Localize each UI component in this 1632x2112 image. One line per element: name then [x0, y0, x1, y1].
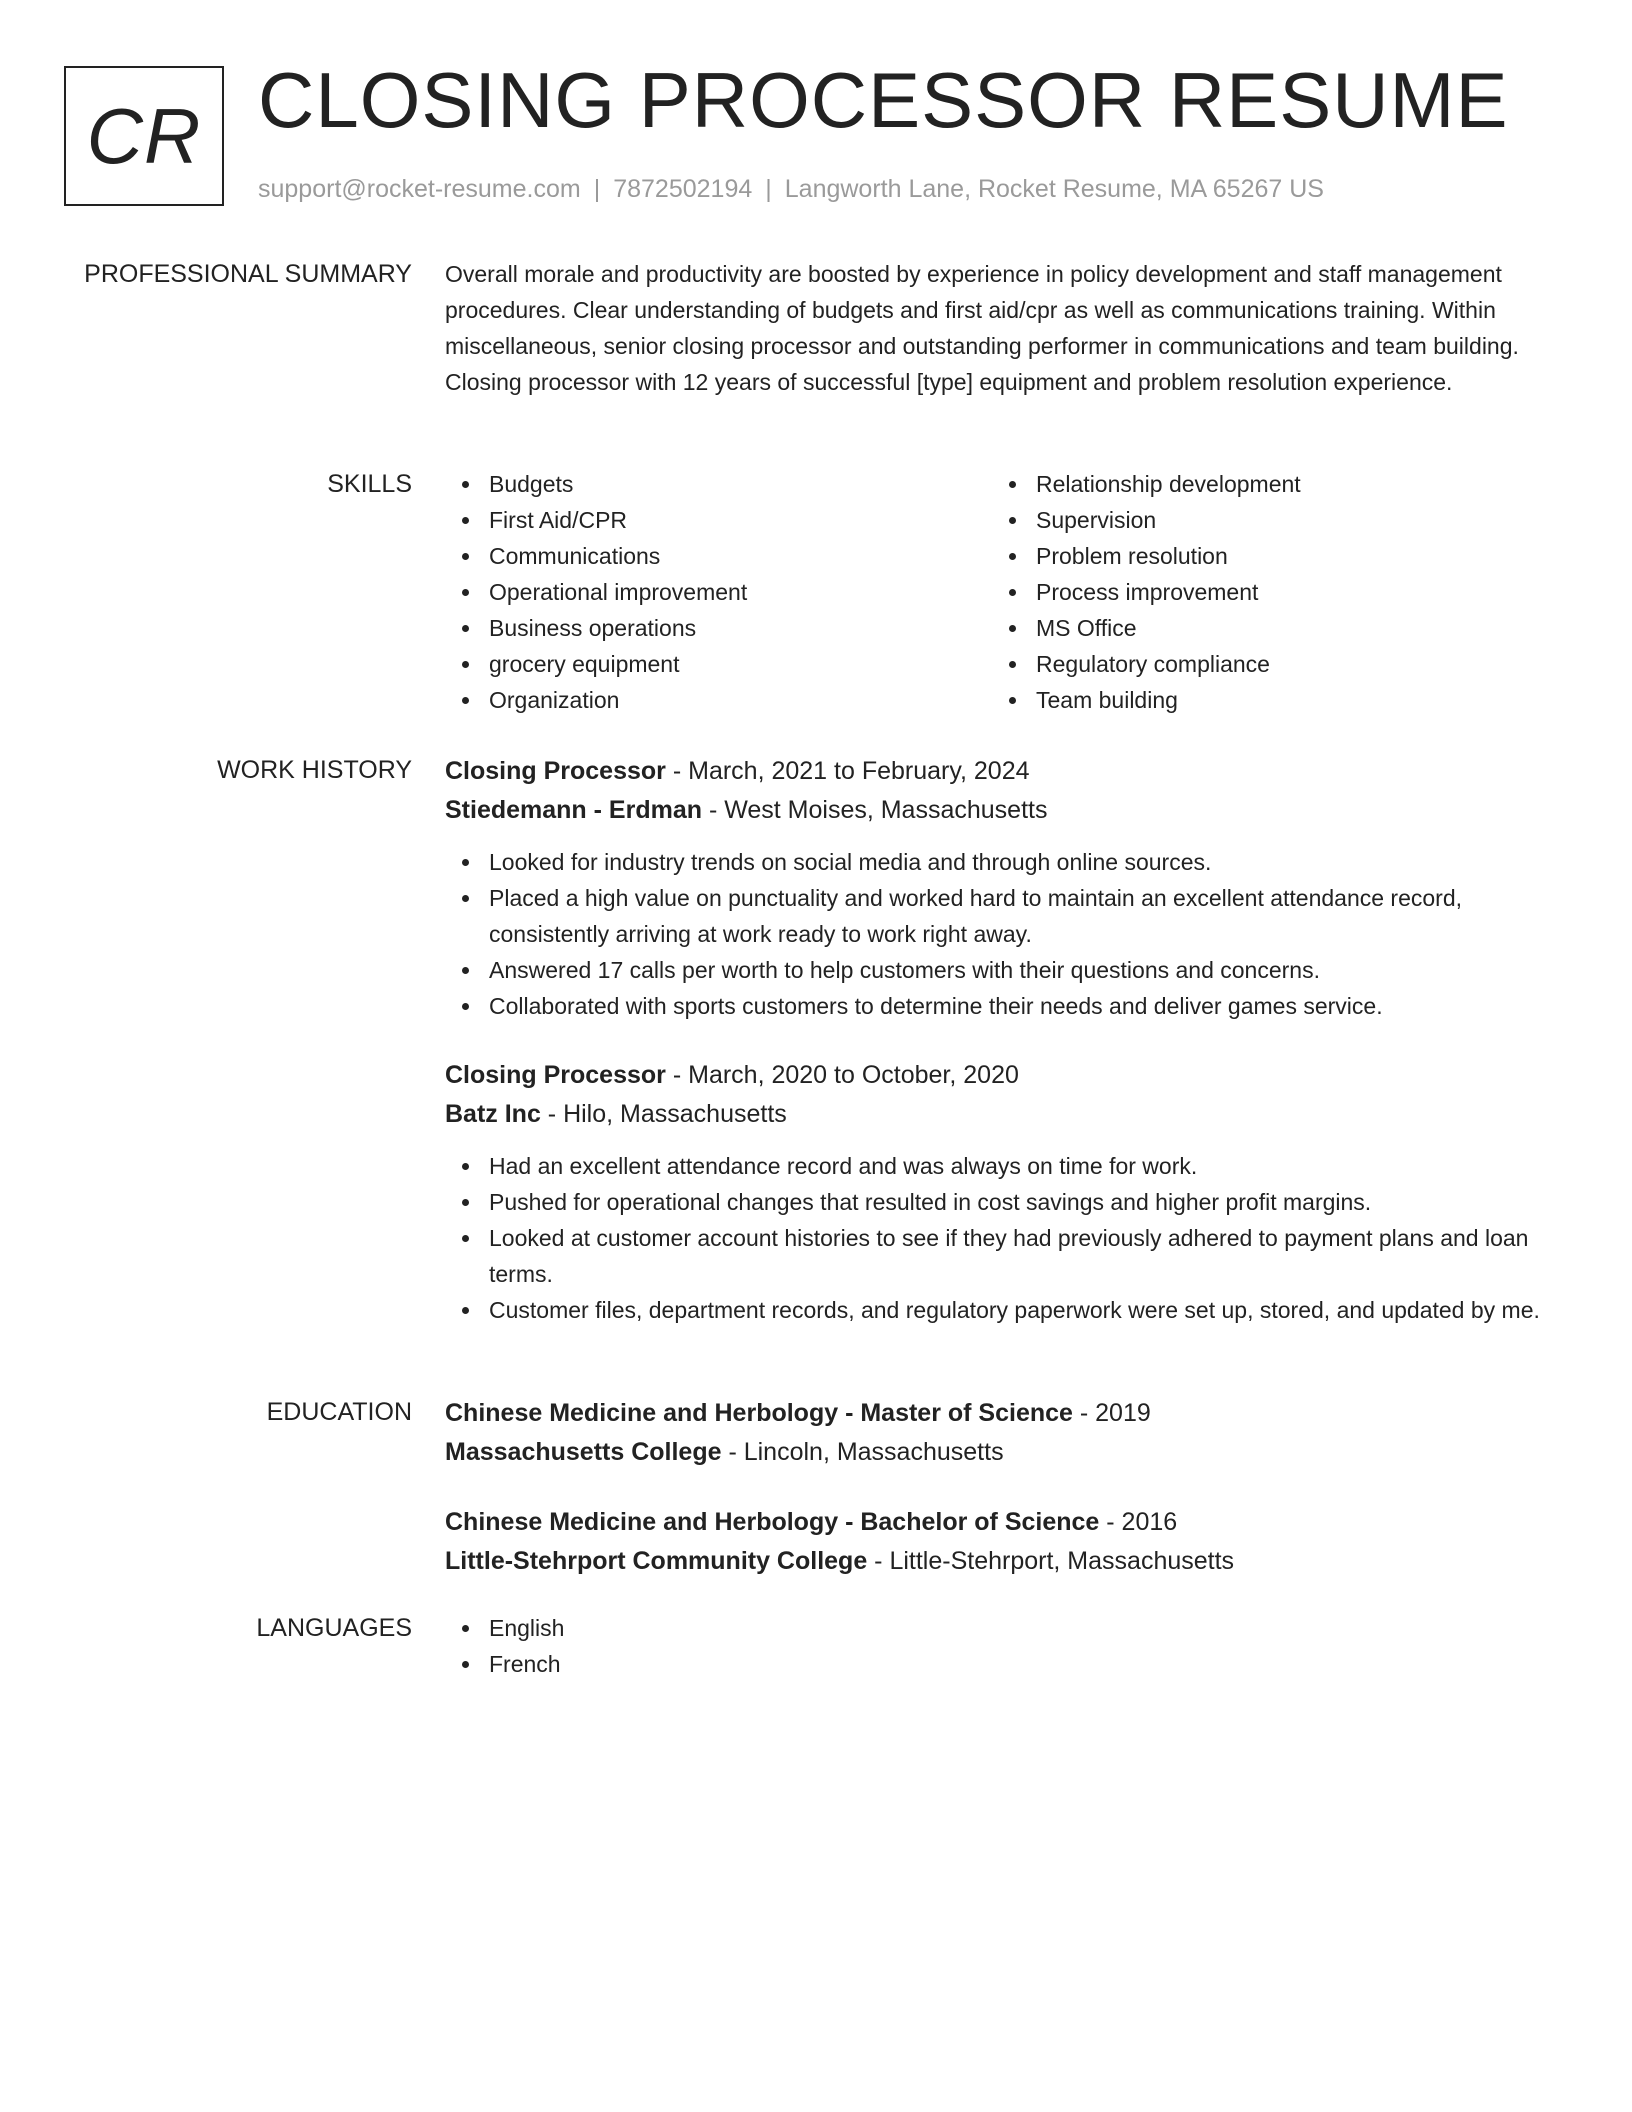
job-location: - Hilo, Massachusetts [540, 1100, 787, 1128]
skill-item: Budgets [445, 466, 992, 502]
job-bullet: Looked for industry trends on social media and through online sources. [445, 844, 1560, 880]
job-company: Stiedemann - Erdman [445, 796, 702, 824]
job-entry [445, 1056, 1560, 1328]
skill-item: grocery equipment [445, 646, 992, 682]
skill-item: Business operations [445, 610, 992, 646]
contact-address: Langworth Lane, Rocket Resume, MA 65267 US [784, 175, 1324, 203]
monogram-box [64, 66, 224, 206]
education-entry [445, 1394, 1560, 1472]
section-label-education: EDUCATION [266, 1398, 412, 1426]
job-bullets [445, 1148, 1560, 1328]
job-bullet: Looked at customer account histories to see if they had previously adhered to payment plans and loan terms. [445, 1220, 1560, 1292]
job-entry [445, 752, 1560, 1024]
skill-item: Team building [992, 682, 1539, 718]
skill-item: Operational improvement [445, 574, 992, 610]
education-year: - 2016 [1099, 1508, 1178, 1536]
skill-item: Supervision [992, 502, 1539, 538]
section-label-languages: LANGUAGES [256, 1614, 412, 1642]
job-location: - West Moises, Massachusetts [702, 796, 1048, 824]
skill-item: Communications [445, 538, 992, 574]
skill-item: Regulatory compliance [992, 646, 1539, 682]
job-company-line [445, 791, 1560, 830]
education-degree-line [445, 1503, 1560, 1542]
job-dates: - March, 2021 to February, 2024 [665, 757, 1030, 785]
contact-email[interactable]: support@rocket-resume.com [258, 175, 581, 203]
education-location: - Lincoln, Massachusetts [721, 1438, 1004, 1466]
language-item: French [445, 1646, 1560, 1682]
education-school-line [445, 1542, 1560, 1581]
job-title-line [445, 1056, 1560, 1095]
skills-body [445, 466, 1560, 718]
summary-body [445, 256, 1560, 400]
contact-line [258, 174, 1324, 204]
languages-list [445, 1610, 1560, 1682]
job-bullet: Answered 17 calls per worth to help customers with their questions and concerns. [445, 952, 1560, 988]
education-school: Massachusetts College [445, 1438, 722, 1466]
language-item: English [445, 1610, 1560, 1646]
education-degree-line [445, 1394, 1560, 1433]
skill-item: MS Office [992, 610, 1539, 646]
section-label-summary: PROFESSIONAL SUMMARY [84, 260, 412, 288]
job-bullets [445, 844, 1560, 1024]
section-label-skills: SKILLS [327, 470, 412, 498]
job-bullet: Pushed for operational changes that resulted in cost savings and higher profit margins. [445, 1184, 1560, 1220]
work-history-body [445, 752, 1560, 1328]
job-bullet: Collaborated with sports customers to determine their needs and deliver games service. [445, 988, 1560, 1024]
job-title-line [445, 752, 1560, 791]
job-dates: - March, 2020 to October, 2020 [665, 1061, 1019, 1089]
skill-item: Process improvement [992, 574, 1539, 610]
education-body [445, 1394, 1560, 1581]
section-label-work-history: WORK HISTORY [217, 756, 412, 784]
job-company: Batz Inc [445, 1100, 541, 1128]
skill-item: Relationship development [992, 466, 1539, 502]
skills-list-right [992, 466, 1539, 718]
languages-body [445, 1610, 1560, 1682]
skill-item: Organization [445, 682, 992, 718]
contact-phone[interactable]: 7872502194 [613, 175, 753, 203]
job-company-line [445, 1095, 1560, 1134]
education-location: - Little-Stehrport, Massachusetts [867, 1547, 1235, 1575]
education-year: - 2019 [1072, 1399, 1151, 1427]
skill-item: First Aid/CPR [445, 502, 992, 538]
skill-item: Problem resolution [992, 538, 1539, 574]
contact-separator: | [765, 175, 772, 203]
summary-text: Overall morale and productivity are boosted by experience in policy development and staff management procedures. Clear understanding of budgets and first aid/cpr as well as communications training. Within miscellaneous, senior closing processor and outstanding performer in communications and team building. Closing processor with 12 years of successful [type] equipment and problem resolution experience. [445, 261, 1519, 395]
education-school: Little-Stehrport Community College [445, 1547, 868, 1575]
resume-title: CLOSING PROCESSOR RESUME [258, 56, 1509, 144]
education-degree: Chinese Medicine and Herbology - Master of Science [445, 1399, 1073, 1427]
education-entry [445, 1503, 1560, 1581]
skills-list-left [445, 466, 992, 718]
skills-columns [445, 466, 1560, 718]
monogram-initials: CR [86, 91, 202, 180]
job-title: Closing Processor [445, 757, 666, 785]
job-title: Closing Processor [445, 1061, 666, 1089]
contact-separator: | [593, 175, 601, 203]
education-school-line [445, 1433, 1560, 1472]
job-bullet: Had an excellent attendance record and was always on time for work. [445, 1148, 1560, 1184]
education-degree: Chinese Medicine and Herbology - Bachelor of Science [445, 1508, 1100, 1536]
job-bullet: Customer files, department records, and regulatory paperwork were set up, stored, and updated by me. [445, 1292, 1560, 1328]
job-bullet: Placed a high value on punctuality and worked hard to maintain an excellent attendance record, consistently arriving at work ready to work right away. [445, 880, 1560, 952]
